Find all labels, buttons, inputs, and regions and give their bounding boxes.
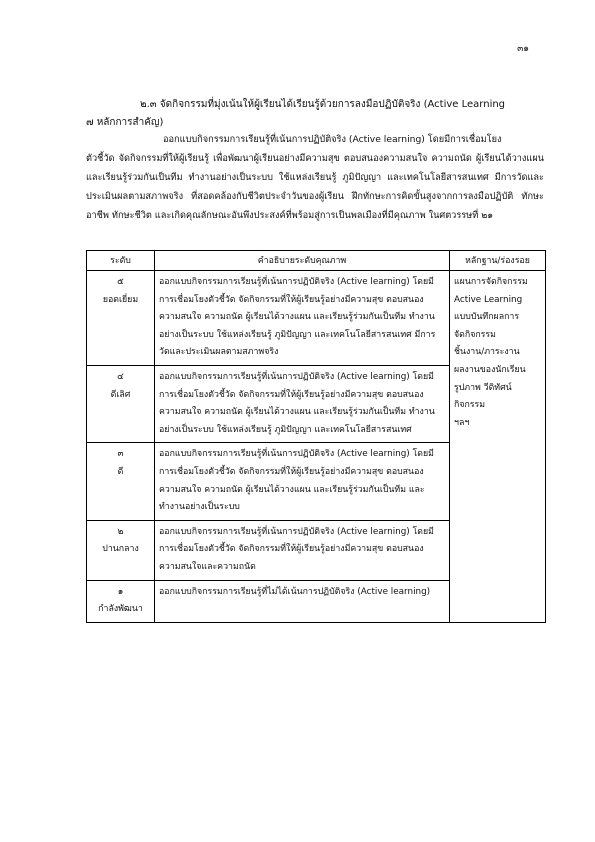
- evidence-item: แบบบันทึกผลการ: [454, 312, 520, 323]
- level-cell: [87, 271, 155, 366]
- quality-criteria-table: [86, 250, 546, 623]
- level-name: ปานกลาง: [102, 544, 139, 555]
- evidence-cell: [450, 271, 546, 623]
- level-cell: [87, 365, 155, 442]
- level-number: ๒: [117, 526, 124, 537]
- evidence-item: Active Learning: [454, 294, 523, 305]
- evidence-item: ผลงานของนักเรียน: [454, 364, 526, 375]
- table-header-row: [87, 251, 546, 271]
- level-cell: [87, 520, 155, 580]
- evidence-item: กิจกรรม: [454, 400, 486, 411]
- level-name: กำลังพัฒนา: [98, 604, 143, 615]
- level-cell: [87, 443, 155, 520]
- level-number: ๓: [117, 449, 124, 460]
- description-cell: ออกแบบกิจกรรมการเรียนรู้ที่เน้นการปฏิบัติจริง (Active learning) โดยมีการเชื่อมโยงตัวชี้วัด จัดกิจกรรมที่ให้ผู้เรียนรู้อย่างมีความสุข ตอบสนองความสนใจ ความถนัด ผู้เรียนได้วางแผน และเรียนรู้ร่วมกันเป็นทีม และทำงานอย่างเป็นระบบ: [155, 443, 450, 520]
- level-number: ๑: [117, 586, 124, 597]
- page-number: ๓๑: [517, 44, 529, 54]
- section-heading-line1: ๒.๓ จัดกิจกรรมที่มุ่งเน้นให้ผู้เรียนได้เรียนรู้ด้วยการลงมือปฏิบัติจริง (Active Learning: [140, 99, 506, 110]
- level-cell: [87, 580, 155, 622]
- level-number: ๔: [117, 371, 124, 382]
- level-name: ยอดเยี่ยม: [102, 294, 139, 305]
- evidence-item: จัดกิจกรรม: [454, 329, 496, 340]
- evidence-item: แผนการจัดกิจกรรม: [454, 277, 528, 287]
- section-heading: [86, 96, 544, 132]
- description-cell: ออกแบบกิจกรรมการเรียนรู้ที่เน้นการปฏิบัติจริง (Active learning) โดยมีการเชื่อมโยงตัวชี้วัด จัดกิจกรรมที่ให้ผู้เรียนรู้อย่างมีความสุข ตอบสนองความสนใจและความถนัด: [155, 520, 450, 580]
- section-heading-line2: ๗ หลักการสำคัญ): [86, 117, 164, 128]
- paragraph-body: ตัวชี้วัด จัดกิจกรรมที่ให้ผู้เรียนรู้ เพื่อพัฒนาผู้เรียนอย่างมีความสุข ตอบสนองความสนใจ ความถนัด ผู้เรียนได้วางแผน และเรียนรู้ร่วมกันเป็นทีม ทำงานอย่างเป็นระบบ ใช้แหล่งเรียนรู้ ภูมิปัญญา และเทคโนโลยีสารสนเทศ มีการวัดและประเมินผลตามสภาพจริง ที่สอดคล้องกับชีวิตประจำวันของผู้เรียน ฝึกทักษะการคิดขั้นสูงจากการลงมือปฏิบัติ ทักษะอาชีพ ทักษะชีวิต และเกิดคุณลักษณะอันพึงประสงค์ที่พร้อมสู่การเป็นพลเมืองที่มีคุณภาพ ในศตวรรษที่ ๒๑: [86, 153, 544, 221]
- header-level: ระดับ: [87, 251, 155, 271]
- section-paragraph: [86, 130, 544, 225]
- header-description: คำอธิบายระดับคุณภาพ: [155, 251, 450, 271]
- evidence-item: ชิ้นงาน/ภาระงาน: [454, 347, 520, 358]
- level-name: ดี: [117, 466, 124, 477]
- description-cell: ออกแบบกิจกรรมการเรียนรู้ที่ไม่ได้เน้นการปฏิบัติจริง (Active learning): [155, 580, 450, 622]
- description-cell: ออกแบบกิจกรรมการเรียนรู้ที่เน้นการปฏิบัติจริง (Active learning) โดยมีการเชื่อมโยงตัวชี้วัด จัดกิจกรรมที่ให้ผู้เรียนรู้อย่างมีความสุข ตอบสนองความสนใจ ความถนัด ผู้เรียนได้วางแผน และเรียนรู้ร่วมกันเป็นทีม ทำงานอย่างเป็นระบบ ใช้แหล่งเรียนรู้ ภูมิปัญญา และเทคโนโลยีสารสนเทศ: [155, 365, 450, 442]
- paragraph-first-line: ออกแบบกิจกรรมการเรียนรู้ที่เน้นการปฏิบัติจริง (Active learning) โดยมีการเชื่อมโยง: [163, 134, 502, 145]
- description-cell: ออกแบบกิจกรรมการเรียนรู้ที่เน้นการปฏิบัติจริง (Active learning) โดยมีการเชื่อมโยงตัวชี้วัด จัดกิจกรรมที่ให้ผู้เรียนรู้อย่างมีความสุข ตอบสนองความสนใจ ความถนัด ผู้เรียนได้วางแผน และเรียนรู้ร่วมกันเป็นทีม ทำงานอย่างเป็นระบบ ใช้แหล่งเรียนรู้ ภูมิปัญญา และเทคโนโลยีสารสนเทศ มีการวัดและประเมินผลตามสภาพจริง: [155, 271, 450, 366]
- evidence-item: ฯลฯ: [454, 417, 470, 428]
- evidence-item: รูปภาพ วีดิทัศน์: [454, 382, 512, 393]
- header-evidence: หลักฐาน/ร่องรอย: [450, 251, 546, 271]
- level-name: ดีเลิศ: [110, 389, 131, 400]
- table-row: [87, 271, 546, 366]
- level-number: ๕: [117, 277, 124, 287]
